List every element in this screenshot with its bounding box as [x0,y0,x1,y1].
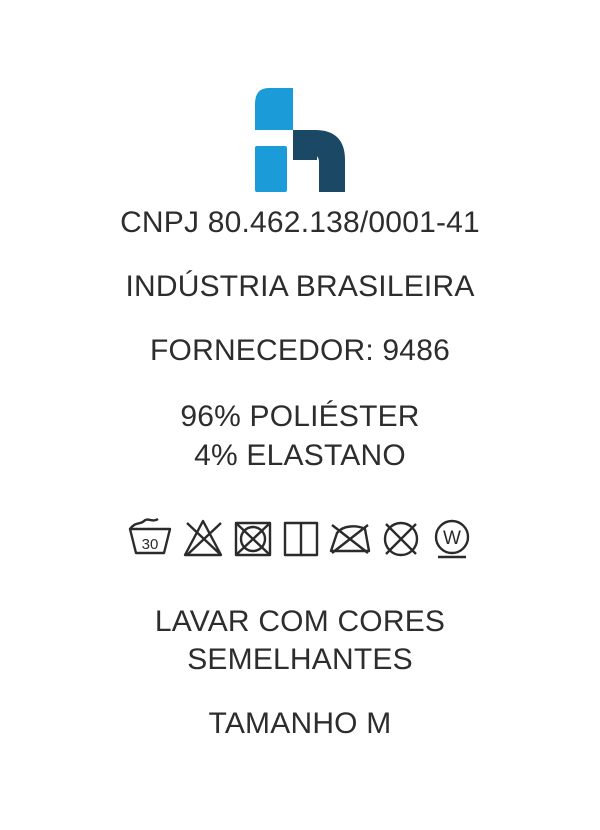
do-not-tumble-dry-icon [228,511,278,563]
origin-line: INDÚSTRIA BRASILEIRA [125,270,475,303]
drip-dry-icon [278,511,324,563]
brand-logo [235,78,365,206]
wetclean-letter-label: W [443,528,461,549]
do-not-iron-icon [324,511,376,563]
cnpj-line: CNPJ 80.462.138/0001-41 [120,206,480,239]
composition-line-2: 4% ELASTANO [194,439,406,472]
wash-temp-label: 30 [141,536,159,553]
care-symbols-row [122,511,478,563]
do-not-bleach-icon [178,511,228,563]
size-line: TAMANHO M [208,707,392,740]
professional-wet-clean-w-icon [426,511,478,563]
care-instruction-line-1: LAVAR COM CORES [154,605,446,638]
supplier-line: FORNECEDOR: 9486 [150,334,450,367]
composition-block [180,402,419,471]
care-instructions-block [155,607,445,675]
care-instruction-line-2: SEMELHANTES [187,643,413,676]
do-not-dryclean-icon [376,511,426,563]
wash-30-icon [122,511,178,563]
composition-line-1: 96% POLIÉSTER [180,400,420,433]
